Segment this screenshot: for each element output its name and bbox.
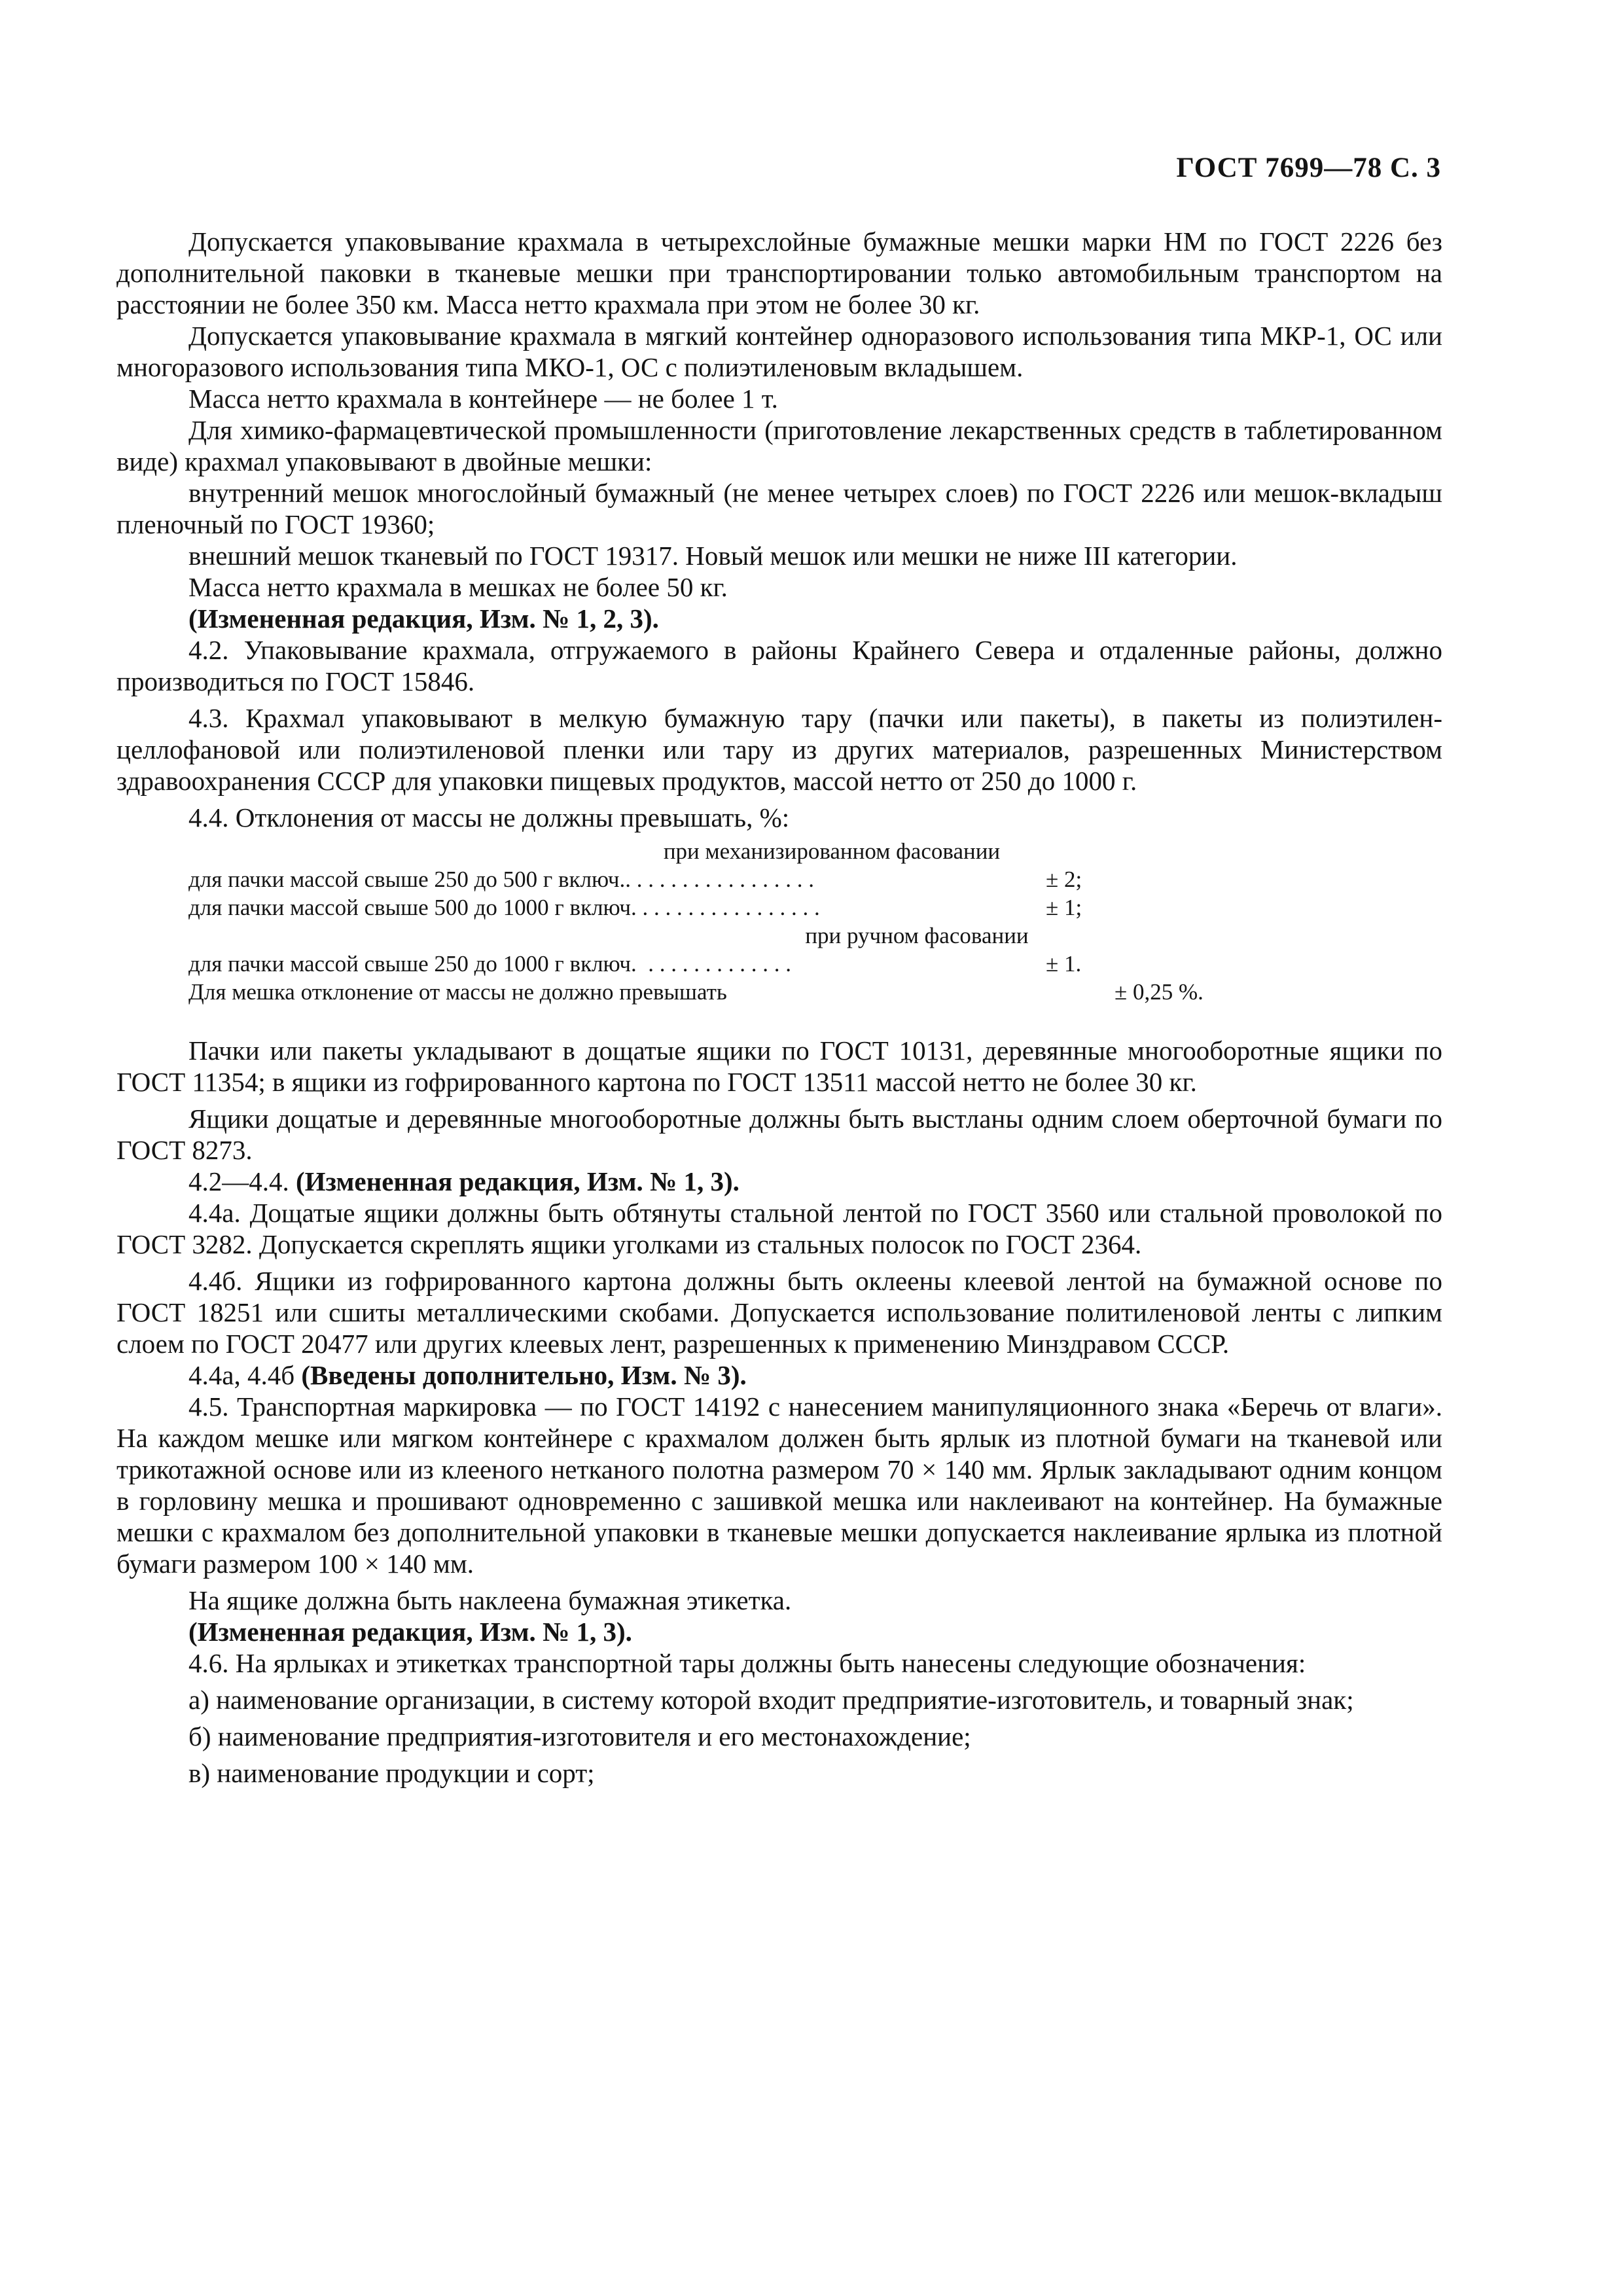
amendment-note: [116, 1359, 1442, 1391]
note-text: (Измененная редакция, Изм. № 1, 3).: [296, 1166, 740, 1196]
row-value: ± 2;: [1046, 867, 1082, 892]
paragraph: Допускается упаковывание крахмала в четырехслойные бумажные мешки марки НМ по ГОСТ 2226 без дополнительной паковки в тканевые мешки при транспортировании только автомобильным транспортом на расстоянии не более 350 км. Масса нетто крахмала при этом не более 30 кг.: [116, 226, 1442, 319]
paragraph: внутренний мешок многослойный бумажный (не менее четырех слоев) по ГОСТ 2226 или мешок-вкладыш пленочный по ГОСТ 19360;: [116, 478, 1442, 539]
paragraph: Ящики дощатые и деревянные многооборотные должны быть выстланы одним слоем оберточной бумаги по ГОСТ 8273.: [116, 1103, 1442, 1165]
clause-4-5: 4.5. Транспортная маркировка — по ГОСТ 14192 с нанесением манипуляционного знака «Беречь от влаги». На каждом мешке или мягком контейнере с крахмалом должен быть ярлык из плотной бумаги на тканевой или трикотажной основе или из клееного нетканого полотна размером 70 × 140 мм. Ярлык закладывают одним концом в горловину мешка и прошивают одновременно с зашивкой мешка или наклеивают на контейнер. На бумажные мешки с крахмалом без дополнительной упаковки в тканевые мешки допускается наклеивание ярлыка из плотной бумаги размером 100 × 140 мм.: [116, 1391, 1442, 1579]
clause-4-4b: 4.4б. Ящики из гофрированного картона должны быть оклеены клеевой лентой на бумажной основе по ГОСТ 18251 или сшиты металлическими скобами. Допускается использование политиленовой ленты с липким слоем по ГОСТ 20477 или других клеевых лент, разрешенных к применению Минздравом СССР.: [116, 1266, 1442, 1359]
page-header: ГОСТ 7699—78 С. 3: [1176, 152, 1441, 183]
paragraph: Масса нетто крахмала в мешках не более 50 кг.: [188, 572, 728, 602]
paragraph: Масса нетто крахмала в контейнере — не более 1 т.: [188, 384, 778, 414]
clause-4-6: 4.6. На ярлыках и этикетках транспортной тары должны быть нанесены следующие обозначения:: [188, 1648, 1306, 1678]
clause-4-3: 4.3. Крахмал упаковывают в мелкую бумажную тару (пачки или пакеты), в пакеты из полиэтилен-целлофановой или полиэтиленовой пленки или тару из других материалов, разрешенных Министерством здравоохранения СССР для упаковки пищевых продуктов, массой нетто от 250 до 1000 г.: [116, 703, 1442, 796]
clause-4-2: 4.2. Упаковывание крахмала, отгружаемого в районы Крайнего Севера и отдаленные районы, должно производиться по ГОСТ 15846.: [116, 635, 1442, 696]
note-prefix: 4.4а, 4.4б: [188, 1360, 295, 1390]
list-item: в) наименование продукции и сорт;: [188, 1758, 595, 1788]
clause-4-4a: 4.4а. Дощатые ящики должны быть обтянуты стальной лентой по ГОСТ 3560 или стальной проволокой по ГОСТ 3282. Допускается скреплять ящики уголками из стальных полосок по ГОСТ 2364.: [116, 1198, 1442, 1259]
note-prefix: 4.2—4.4.: [188, 1166, 289, 1196]
paragraph: Допускается упаковывание крахмала в мягкий контейнер одноразового использования типа МКР-1, ОС или многоразового использования типа МКО-1, ОС с полиэтиленовым вкладышем.: [116, 321, 1442, 382]
amendment-note: (Измененная редакция, Изм. № 1, 3).: [188, 1617, 632, 1647]
paragraph: На ящике должна быть наклеена бумажная этикетка.: [188, 1585, 792, 1615]
deviation-table: [116, 837, 1442, 1006]
row-label: для пачки массой свыше 250 до 500 г включ.. . . . . . . . . . . . . . . . .: [188, 867, 814, 892]
mechanized-heading: при механизированном фасовании: [663, 838, 1001, 864]
paragraph: внешний мешок тканевый по ГОСТ 19317. Новый мешок или мешки не ниже III категории.: [188, 541, 1238, 571]
row-value: ± 1.: [1046, 951, 1082, 977]
note-text: (Введены дополнительно, Изм. № 3).: [301, 1360, 747, 1390]
amendment-note: [116, 1166, 1442, 1197]
clause-4-4: 4.4. Отклонения от массы не должны превышать, %:: [188, 802, 790, 833]
table-row: [116, 950, 1442, 978]
row-label: Для мешка отклонение от массы не должно превышать: [188, 979, 727, 1005]
list-item: б) наименование предприятия-изготовителя и его местонахождение;: [188, 1721, 971, 1751]
manual-heading: при ручном фасовании: [805, 923, 1029, 948]
table-row: [116, 978, 1442, 1006]
paragraph: Для химико-фармацевтической промышленности (приготовление лекарственных средств в таблетированном виде) крахмал упаковывают в двойные мешки:: [116, 415, 1442, 476]
document-body: [116, 226, 1442, 1789]
table-row: [116, 893, 1442, 922]
row-label: для пачки массой свыше 500 до 1000 г включ. . . . . . . . . . . . . . . . .: [188, 895, 820, 920]
paragraph: Пачки или пакеты укладывают в дощатые ящики по ГОСТ 10131, деревянные многооборотные ящики по ГОСТ 11354; в ящики из гофрированного картона по ГОСТ 13511 массой нетто не более 30 кг.: [116, 1035, 1442, 1097]
list-item: а) наименование организации, в систему которой входит предприятие-изготовитель, и товарный знак;: [188, 1685, 1354, 1715]
row-label: для пачки массой свыше 250 до 1000 г включ. . . . . . . . . . . . . .: [188, 951, 791, 977]
row-value: ± 0,25 %.: [1115, 979, 1204, 1005]
row-value: ± 1;: [1046, 895, 1082, 920]
table-row: [116, 865, 1442, 893]
amendment-note: (Измененная редакция, Изм. № 1, 2, 3).: [188, 603, 659, 634]
